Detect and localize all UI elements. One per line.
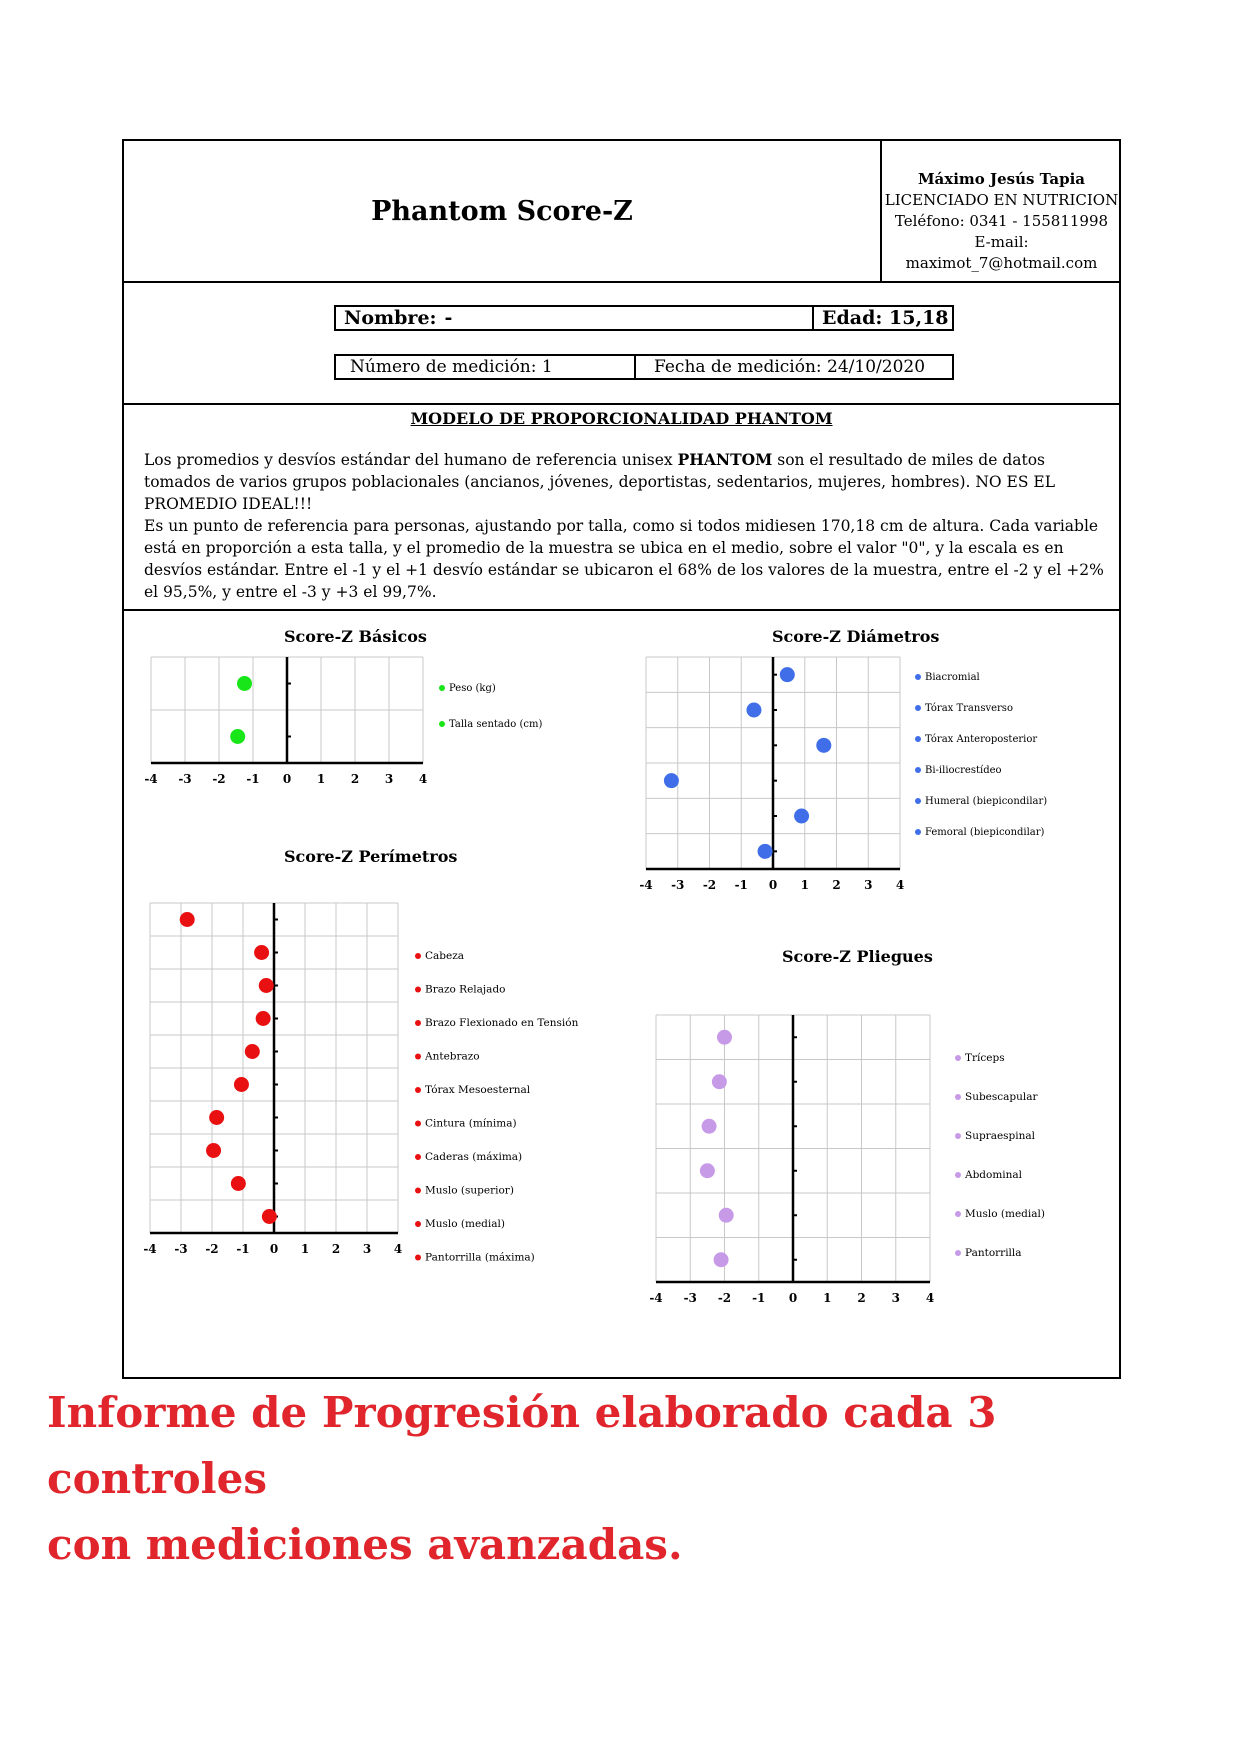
patient-name-label: Nombre: [344,307,437,329]
chart-pliegues [628,931,1098,1351]
data-point [262,1209,277,1224]
data-point [230,729,245,744]
contact-phone: Teléfono: 0341 - 155811998 [894,212,1109,230]
legend-label: Tórax Transverso [925,703,1013,714]
chart-perimetros [142,831,612,1331]
patient-name [344,307,452,329]
legend-label: Femoral (biepicondilar) [925,827,1045,838]
legend-label: Antebrazo [425,1050,480,1063]
report-header [124,141,1119,283]
legend-label: Humeral (biepicondilar) [925,796,1048,807]
data-point [746,703,761,718]
contact-name: Máximo Jesús Tapia [917,170,1086,188]
legend-marker [955,1211,961,1217]
legend-label: Brazo Flexionado en Tensión [425,1017,579,1029]
x-tick-label: 3 [384,772,394,786]
chart-title: Score-Z Perímetros [284,847,458,866]
x-tick-label: 3 [891,1291,900,1305]
contact-email: E-mail: maximot_7@hotmail.com [905,233,1098,272]
legend-label: Muslo (medial) [965,1208,1045,1220]
patient-row-name [334,305,954,331]
legend-marker [415,1221,421,1227]
x-tick-label: 3 [362,1242,372,1256]
data-point [717,1030,732,1045]
chart-svg [628,931,1098,1351]
legend-label: Caderas (máxima) [425,1151,523,1163]
x-tick-label: 0 [282,772,292,786]
data-point [712,1074,727,1089]
legend-marker [915,736,921,742]
legend-label: Pantorrilla (máxima) [425,1251,535,1264]
model-heading: MODELO DE PROPORCIONALIDAD PHANTOM [410,409,833,428]
legend-marker [915,798,921,804]
legend-label: Tórax Mesoesternal [425,1084,531,1096]
x-tick-label: -1 [246,772,260,786]
data-point [780,667,795,682]
x-tick-label: -4 [144,772,158,786]
legend-label: Subescapular [965,1091,1038,1103]
legend-label: Cabeza [425,950,465,962]
model-p1-text-b: son el resultado de miles de datos tomados de varios grupos poblacionales (ancianos, jóvenes, deportistas, sedentarios, mujeres, hombres). NO ES EL PROMEDIO IDEAL!!! [144,451,1056,513]
patient-row-measurement [334,354,954,380]
data-point [180,912,195,927]
x-tick-label: -1 [752,1291,766,1305]
legend-marker [955,1094,961,1100]
legend-marker [415,953,421,959]
legend-label: Supraespinal [965,1130,1036,1142]
x-tick-label: -4 [649,1291,663,1305]
data-point [816,738,831,753]
legend-marker [415,987,421,993]
data-point [234,1077,249,1092]
data-point [714,1252,729,1267]
data-point [702,1119,717,1134]
legend-marker [915,829,921,835]
legend-label: Talla sentado (cm) [449,719,543,730]
legend-label: Tríceps [965,1052,1005,1064]
legend-label: Pantorrilla [965,1247,1022,1259]
x-tick-label: 4 [895,878,905,892]
x-tick-label: -3 [671,878,685,892]
legend-marker [415,1087,421,1093]
x-tick-label: -1 [734,878,748,892]
model-description [124,405,1119,611]
data-point [209,1110,224,1125]
x-tick-label: 2 [350,772,360,786]
x-tick-label: 4 [925,1291,935,1305]
data-point [245,1044,260,1059]
contact-profession: LICENCIADO EN NUTRICION [884,191,1119,209]
legend-label: Biacromial [925,672,980,683]
chart-basicos [142,611,542,791]
phantom-report [122,139,1121,1379]
legend-label: Peso (kg) [449,683,496,694]
model-p1-bold: PHANTOM [677,450,773,469]
data-point [259,978,274,993]
x-tick-label: -3 [174,1242,188,1256]
legend-label: Brazo Relajado [425,983,506,996]
legend-label: Tórax Anteroposterior [925,734,1038,745]
x-tick-label: -2 [717,1291,732,1305]
x-tick-label: 0 [788,1291,798,1305]
footer-note [47,1380,1217,1578]
x-tick-label: -2 [205,1242,219,1256]
patient-age [812,307,952,329]
legend-label: Muslo (medial) [425,1218,505,1230]
patient-age-label: Edad: [822,307,883,329]
footer-line-2: con mediciones avanzadas. [47,1520,683,1569]
model-paragraph-2: Es un punto de referencia para personas, ajustando por talla, como si todos midiesen 170,18 cm de altura. Cada variable está en proporción a esta talla, y el promedio de la muestra se ubica en el medio, sobre el valor "0", y la escala es en desvíos estándar. Entre el -1 y el +1 desvío estándar se ubicaron el 68% de los valores de la muestra, entre el -2 y el +2% el 95,5%, y entre el -3 y +3 el 99,7%. [144,517,1104,601]
patient-name-value: - [444,307,453,329]
legend-marker [955,1133,961,1139]
report-title: Phantom Score-Z [371,195,633,227]
x-tick-label: -1 [236,1242,250,1256]
data-point [758,844,773,859]
model-p1-text-a: Los promedios y desvíos estándar del humano de referencia unisex [144,451,678,469]
patient-info [124,283,1119,405]
x-tick-label: 3 [864,878,873,892]
legend-marker [955,1172,961,1178]
data-point [794,809,809,824]
chart-title: Score-Z Básicos [284,627,427,646]
x-tick-label: -4 [143,1242,157,1256]
legend-marker [415,1188,421,1194]
data-point [700,1163,715,1178]
x-tick-label: 4 [418,772,428,786]
legend-marker [915,674,921,680]
x-tick-label: -3 [178,772,192,786]
legend-marker [439,721,445,727]
chart-title: Score-Z Diámetros [772,627,940,646]
model-paragraph-1 [144,449,1109,515]
footer-line-1: Informe de Progresión elaborado cada 3 controles [47,1388,997,1503]
data-point [256,1011,271,1026]
legend-marker [415,1020,421,1026]
x-tick-label: -2 [702,878,717,892]
patient-age-value: 15,18 [889,307,949,329]
chart-svg [618,611,1088,911]
x-tick-label: 0 [269,1242,279,1256]
legend-marker [439,685,445,691]
x-tick-label: 2 [857,1291,866,1305]
data-point [664,773,679,788]
legend-marker [915,767,921,773]
legend-marker [415,1054,421,1060]
x-tick-label: -3 [683,1291,697,1305]
x-tick-label: 1 [300,1242,310,1256]
x-tick-label: 1 [823,1291,832,1305]
data-point [231,1176,246,1191]
x-tick-label: 4 [393,1242,403,1256]
legend-marker [955,1055,961,1061]
legend-marker [915,705,921,711]
legend-label: Abdominal [965,1169,1023,1181]
chart-diametros [618,611,1088,911]
contact-block [880,141,1121,281]
charts-area [124,611,1119,1377]
x-tick-label: 2 [331,1242,341,1256]
chart-title: Score-Z Pliegues [782,947,933,966]
legend-label: Muslo (superior) [425,1184,514,1197]
data-point [719,1208,734,1223]
x-tick-label: 0 [768,878,778,892]
chart-svg [142,611,562,791]
x-tick-label: 1 [316,772,326,786]
legend-label: Cintura (mínima) [425,1117,517,1130]
legend-marker [415,1255,421,1261]
legend-marker [415,1154,421,1160]
measurement-number: Número de medición: 1 [350,357,553,377]
measurement-date: Fecha de medición: 24/10/2020 [634,356,954,378]
legend-marker [955,1250,961,1256]
legend-marker [415,1121,421,1127]
x-tick-label: 2 [832,878,841,892]
data-point [254,945,269,960]
data-point [237,676,252,691]
chart-svg [142,831,612,1331]
x-tick-label: -2 [212,772,226,786]
legend-label: Bi-iliocrestídeo [925,765,1002,776]
x-tick-label: 1 [800,878,809,892]
data-point [206,1143,221,1158]
x-tick-label: -4 [639,878,653,892]
